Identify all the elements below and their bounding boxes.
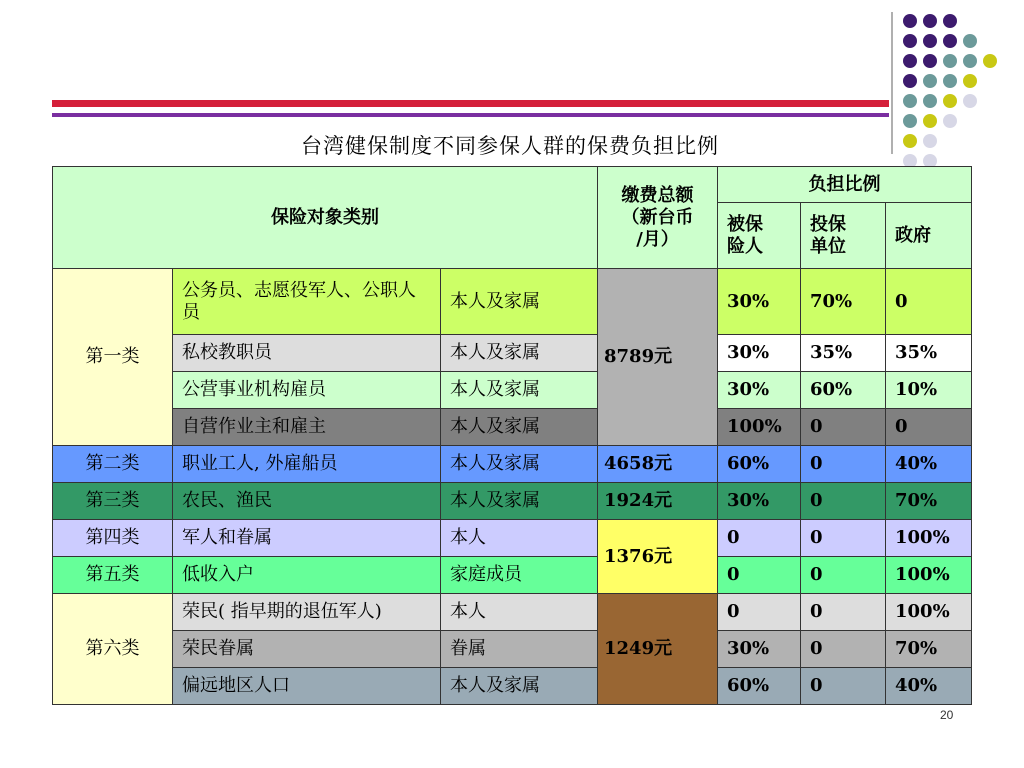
target-cell: 公务员、志愿役军人、公职人员 — [173, 269, 441, 335]
decorative-dot — [923, 54, 937, 68]
decorative-dot — [943, 34, 957, 48]
total-cell: 1376元 — [598, 520, 718, 594]
category-cell: 第三类 — [53, 483, 173, 520]
decorative-dot — [943, 14, 957, 28]
insured-cell: 30% — [718, 372, 801, 409]
decorative-red-rule — [52, 100, 889, 107]
decorative-dot — [903, 114, 917, 128]
scope-cell: 家庭成员 — [441, 557, 598, 594]
gov-cell: 10% — [886, 372, 972, 409]
gov-cell: 40% — [886, 446, 972, 483]
category-cell: 第一类 — [53, 269, 173, 446]
gov-cell: 70% — [886, 631, 972, 668]
insured-cell: 30% — [718, 631, 801, 668]
total-cell: 8789元 — [598, 269, 718, 446]
employer-cell: 0 — [801, 520, 886, 557]
category-cell: 第二类 — [53, 446, 173, 483]
decorative-dot — [963, 54, 977, 68]
decorative-dot — [903, 34, 917, 48]
gov-cell: 40% — [886, 668, 972, 705]
employer-cell: 0 — [801, 668, 886, 705]
insured-cell: 0 — [718, 520, 801, 557]
decorative-dot — [923, 94, 937, 108]
header-government: 政府 — [886, 203, 972, 269]
header-total: 缴费总额 （新台币 /月） — [598, 167, 718, 269]
gov-cell: 100% — [886, 520, 972, 557]
insured-cell: 0 — [718, 594, 801, 631]
insured-cell: 30% — [718, 269, 801, 335]
scope-cell: 本人及家属 — [441, 483, 598, 520]
target-cell: 低收入户 — [173, 557, 441, 594]
decorative-dot — [983, 54, 997, 68]
scope-cell: 本人及家属 — [441, 668, 598, 705]
gov-cell: 70% — [886, 483, 972, 520]
header-employer: 投保 单位 — [801, 203, 886, 269]
gov-cell: 0 — [886, 269, 972, 335]
scope-cell: 本人及家属 — [441, 269, 598, 335]
target-cell: 私校教职员 — [173, 335, 441, 372]
target-cell: 职业工人, 外雇船员 — [173, 446, 441, 483]
decorative-dot — [943, 114, 957, 128]
total-cell: 4658元 — [598, 446, 718, 483]
scope-cell: 本人 — [441, 520, 598, 557]
category-cell: 第六类 — [53, 594, 173, 705]
decorative-dot — [903, 74, 917, 88]
employer-cell: 0 — [801, 594, 886, 631]
target-cell: 军人和眷属 — [173, 520, 441, 557]
scope-cell: 本人及家属 — [441, 372, 598, 409]
decorative-dot — [963, 34, 977, 48]
header-ratio-group: 负担比例 — [718, 167, 972, 203]
scope-cell: 本人 — [441, 594, 598, 631]
premium-share-table — [52, 166, 972, 705]
decorative-dot — [943, 74, 957, 88]
decorative-dot — [923, 114, 937, 128]
employer-cell: 0 — [801, 557, 886, 594]
decorative-dot — [923, 74, 937, 88]
insured-cell: 30% — [718, 335, 801, 372]
target-cell: 荣民( 指早期的退伍军人) — [173, 594, 441, 631]
header-insured: 被保 险人 — [718, 203, 801, 269]
page-title: 台湾健保制度不同参保人群的保费负担比例 — [301, 134, 719, 158]
decorative-dot — [903, 94, 917, 108]
insured-cell: 60% — [718, 668, 801, 705]
total-cell: 1249元 — [598, 594, 718, 705]
scope-cell: 本人及家属 — [441, 335, 598, 372]
insured-cell: 30% — [718, 483, 801, 520]
gov-cell: 35% — [886, 335, 972, 372]
decorative-dot — [963, 94, 977, 108]
employer-cell: 35% — [801, 335, 886, 372]
employer-cell: 0 — [801, 409, 886, 446]
gov-cell: 100% — [886, 557, 972, 594]
insured-cell: 0 — [718, 557, 801, 594]
scope-cell: 本人及家属 — [441, 409, 598, 446]
header-category: 保险对象类别 — [53, 167, 598, 269]
employer-cell: 70% — [801, 269, 886, 335]
decorative-dot — [903, 54, 917, 68]
decorative-dot — [923, 14, 937, 28]
gov-cell: 0 — [886, 409, 972, 446]
scope-cell: 本人及家属 — [441, 446, 598, 483]
target-cell: 自营作业主和雇主 — [173, 409, 441, 446]
insured-cell: 60% — [718, 446, 801, 483]
gov-cell: 100% — [886, 594, 972, 631]
scope-cell: 眷属 — [441, 631, 598, 668]
decorative-dot — [903, 14, 917, 28]
insured-cell: 100% — [718, 409, 801, 446]
decorative-dot — [923, 34, 937, 48]
page-number: 20 — [940, 708, 954, 722]
category-cell: 第四类 — [53, 520, 173, 557]
employer-cell: 0 — [801, 631, 886, 668]
decorative-dot — [943, 54, 957, 68]
category-cell: 第五类 — [53, 557, 173, 594]
target-cell: 偏远地区人口 — [173, 668, 441, 705]
target-cell: 荣民眷属 — [173, 631, 441, 668]
total-cell: 1924元 — [598, 483, 718, 520]
decorative-dot — [963, 74, 977, 88]
employer-cell: 0 — [801, 483, 886, 520]
employer-cell: 0 — [801, 446, 886, 483]
employer-cell: 60% — [801, 372, 886, 409]
decorative-purple-rule — [52, 113, 889, 117]
target-cell: 公营事业机构雇员 — [173, 372, 441, 409]
decorative-dot — [943, 94, 957, 108]
target-cell: 农民、渔民 — [173, 483, 441, 520]
